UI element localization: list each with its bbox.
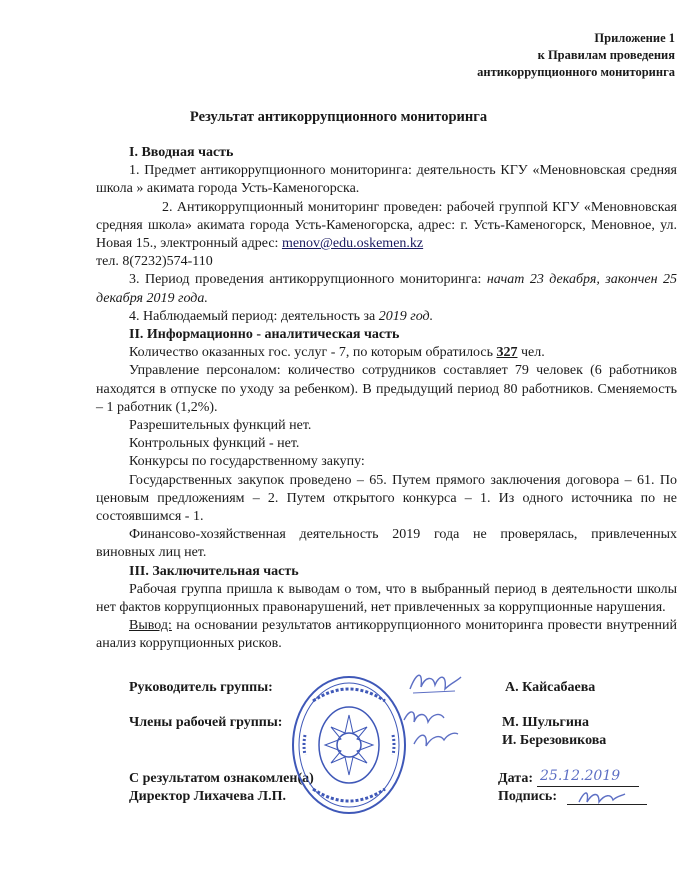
paragraph-group-text: 2. Антикоррупционный мониторинг проведен: рабочей группой КГУ «Меновновская средняя школа» акимата города Усть-Каменогорска, адрес: г. Усть-Каменогорск, Меновное, ул. Новая 15., электронный адрес: bbox=[96, 199, 677, 252]
paragraph-subject: 1. Предмет антикоррупционного мониторинга: деятельность КГУ «Меновновская средняя школа » акимата города Усть-Каменогорска. bbox=[96, 163, 677, 197]
paragraph-procurement: Государственных закупок проведено – 65. Путем прямого заключения договора – 61. По ценовым предложениям – 2. Путем открытого конкурса – 1. Из одного источника по не состоявшимся - 1. bbox=[96, 472, 677, 525]
sign-label: Подпись: bbox=[498, 789, 557, 804]
services-text: Количество оказанных гос. услуг - 7, по которым обратилось bbox=[129, 345, 497, 361]
director-name: Директор Лихачева Л.П. bbox=[129, 789, 286, 804]
email-link[interactable]: menov@edu.oskemen.kz bbox=[281, 236, 424, 252]
observed-year: 2019 год. bbox=[378, 308, 434, 324]
head-label: Руководитель группы: bbox=[129, 680, 273, 695]
annex-header bbox=[477, 30, 675, 81]
document-body bbox=[96, 144, 677, 654]
date-label: Дата: bbox=[498, 771, 533, 786]
intro-heading: I. Вводная часть bbox=[129, 145, 234, 160]
handwritten-date: 25.12.2019 bbox=[540, 768, 621, 784]
services-unit: чел. bbox=[517, 345, 545, 361]
analytic-heading: II. Информационно - аналитическая часть bbox=[129, 327, 400, 343]
members-signature-icon bbox=[400, 704, 462, 752]
annex-line-2: к Правилам проведения bbox=[537, 48, 675, 62]
members-label: Члены рабочей группы: bbox=[129, 715, 283, 730]
document-title: Результат антикоррупционного мониторинга bbox=[189, 109, 488, 125]
annex-line-1: Приложение 1 bbox=[594, 31, 675, 45]
paragraph-control: Контрольных функций - нет. bbox=[129, 436, 300, 452]
head-name: А. Кайсабаева bbox=[505, 680, 596, 695]
period-dates: начат 23 декабря, закончен 25 декабря 2019 года. bbox=[96, 272, 677, 306]
conclusion-label: Вывод: bbox=[129, 618, 172, 634]
ack-label: С результатом ознакомлен(а) bbox=[129, 771, 314, 786]
annex-line-3: антикоррупционного мониторинга bbox=[477, 65, 675, 79]
paragraph-staff: Управление персоналом: количество сотрудников составляет 79 человек (6 работников находятся в отпуске по уходу за ребенком). В предыдущий период 80 работников. Сменяемость – 1 работник (1,2%). bbox=[96, 363, 677, 415]
paragraph-findings: Рабочая группа пришла к выводам о том, что в выбранный период в деятельности школы нет фактов коррупционных правонарушений, нет привлеченных за коррупционные нарушения. bbox=[96, 581, 677, 616]
phone-line bbox=[96, 253, 677, 271]
official-seal-icon bbox=[291, 675, 407, 815]
period-label: 3. Период проведения антикоррупционного мониторинга: bbox=[129, 272, 487, 288]
phone-text: тел. 8(7232)574-110 bbox=[96, 254, 213, 270]
member-2-name: И. Березовикова bbox=[502, 733, 607, 748]
paragraph-group bbox=[96, 199, 677, 254]
paragraph-conclusion bbox=[96, 617, 677, 653]
paragraph-finance: Финансово-хозяйственная деятельность 2019 года не проверялась, привлеченных виновных лиц нет. bbox=[96, 527, 677, 561]
paragraph-period bbox=[96, 271, 677, 307]
paragraph-services bbox=[96, 344, 677, 362]
head-signature-icon bbox=[405, 667, 465, 697]
observed-label: 4. Наблюдаемый период: деятельность за bbox=[129, 308, 379, 324]
conclusion-text: на основании результатов антикоррупционного мониторинга провести внутренний анализ коррупционных рисков. bbox=[96, 618, 677, 652]
paragraph-tenders: Конкурсы по государственному закупу: bbox=[129, 454, 365, 470]
paragraph-permits: Разрешительных функций нет. bbox=[129, 418, 312, 434]
director-signature-icon bbox=[575, 786, 627, 808]
member-1-name: М. Шульгина bbox=[502, 715, 589, 730]
paragraph-observed bbox=[96, 308, 677, 326]
final-heading: III. Заключительная часть bbox=[129, 563, 299, 579]
services-count: 327 bbox=[496, 345, 518, 361]
